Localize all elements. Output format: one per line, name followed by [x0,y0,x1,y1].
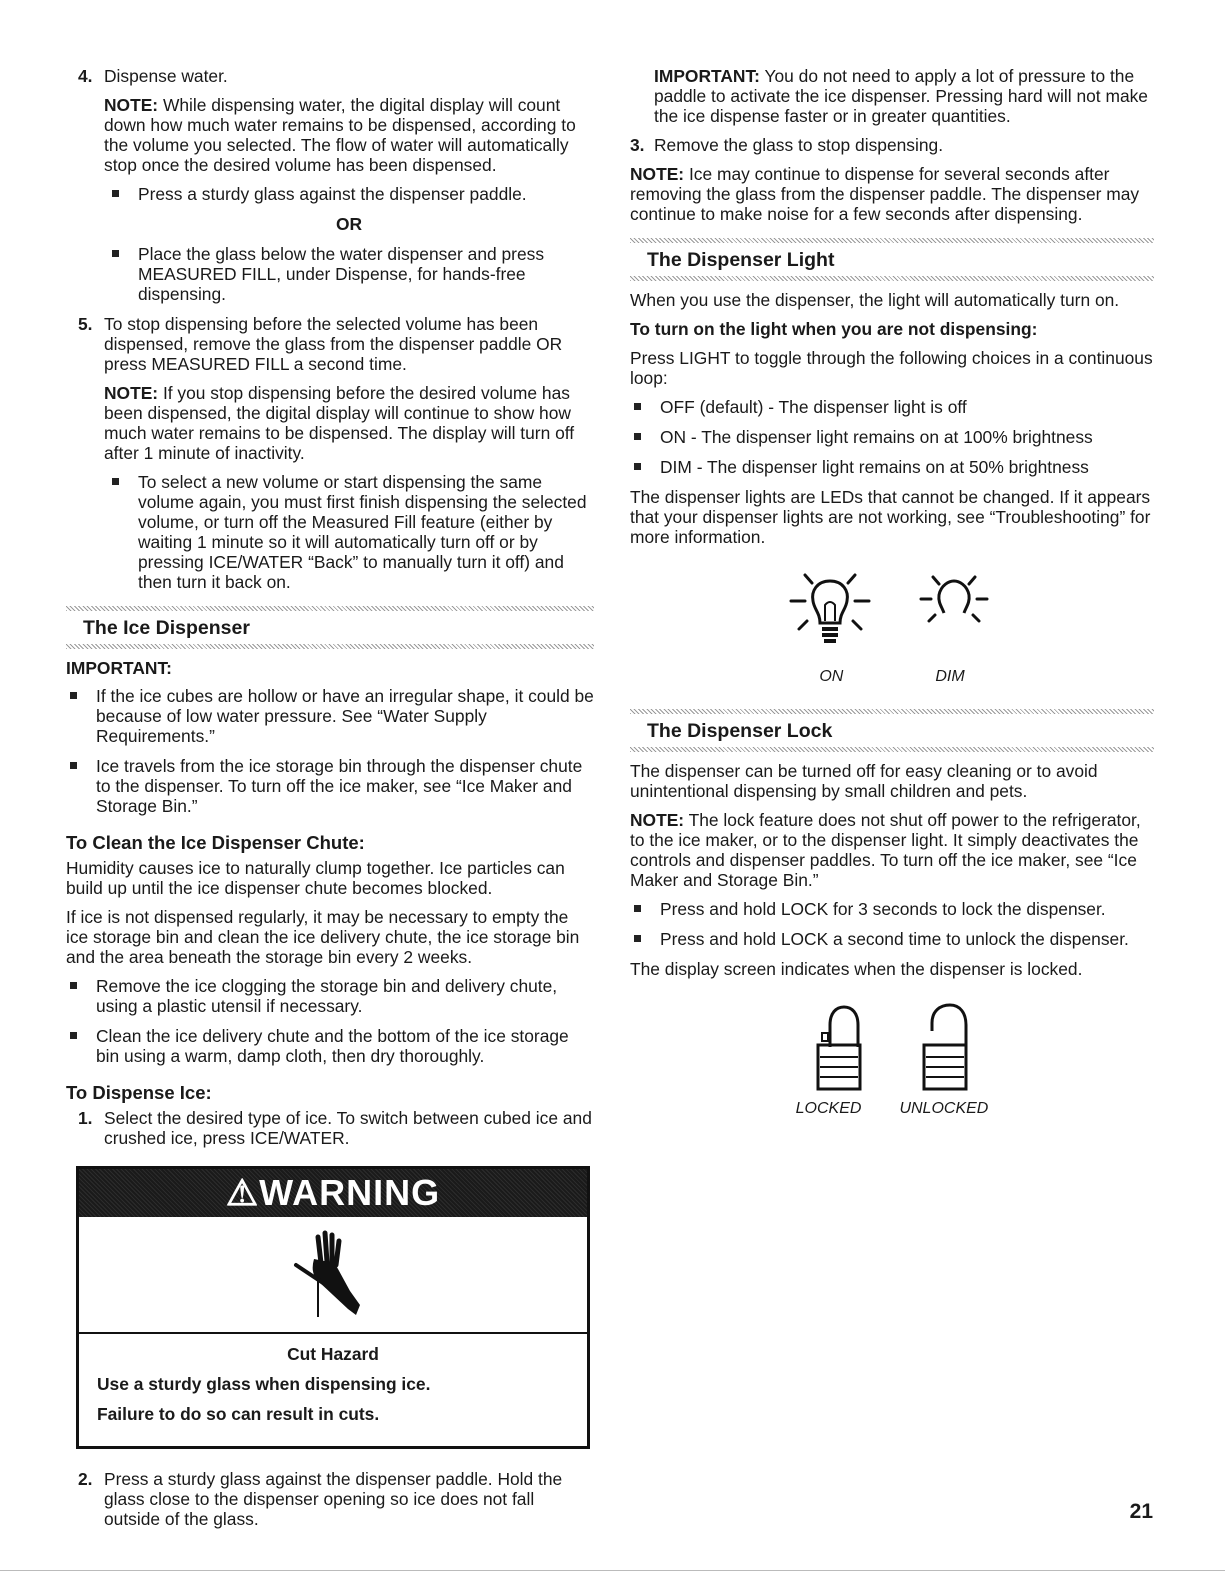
step-2 [66,1469,594,1529]
paragraph: The display screen indicates when the dispenser is locked. [630,959,1083,979]
important-label: IMPORTANT: [66,658,172,678]
note-label: NOTE: [630,164,685,184]
step-number: 1. [78,1108,93,1128]
step-text: Remove the glass to stop dispensing. [654,135,944,155]
note-text: While dispensing water, the digital display will count down how much water remains to be dispensed, according to the volume you selected. The flow of water will automatically stop once the desired volume has been dispensed. [104,95,576,175]
hatched-rule [66,606,594,611]
paragraph: If ice is not dispensed regularly, it may be necessary to empty the ice storage bin and clean the ice delivery chute, the ice storage bin and the area beneath the storage bin every 2 weeks. [66,907,580,967]
bullet-item: If the ice cubes are hollow or have an irregular shape, it could be because of low water pressure. See “Water Supply Requirements.” [66,686,594,746]
note-text: If you stop dispensing before the desired volume has been dispensed, the digital display will continue to show how much water remains to be dispensed. The display will turn off after 1 minute of inactivity. [104,383,575,463]
hand-cut-icon [288,1229,378,1321]
hatched-rule [630,709,1154,714]
note-label: NOTE: [630,810,685,830]
subsection-title: To Dispense Ice: [66,1082,212,1103]
bullet-item: Press and hold LOCK for 3 seconds to lock the dispenser. [630,899,1154,919]
bullet-item: Clean the ice delivery chute and the bottom of the ice storage bin using a warm, damp cloth, then dry thoroughly. [66,1026,594,1066]
hazard-title: Cut Hazard [287,1344,379,1364]
paragraph: When you use the dispenser, the light will automatically turn on. [630,290,1120,310]
note [104,95,594,175]
warning-line: Failure to do so can result in cuts. [97,1404,380,1424]
section-header-ice-dispenser [66,606,594,649]
warning-box [76,1166,590,1449]
paragraph: Humidity causes ice to naturally clump together. Ice particles can build up until the ice dispenser chute becomes blocked. [66,858,565,898]
bullet-item: To select a new volume or start dispensing the same volume again, you must first finish dispensing the selected volume, or turn off the Measured Fill feature (either by waiting 1 minute so it will automatically turn off or by pressing ICE/WATER “Back” to manually turn it off) and then turn it back on. [108,472,594,592]
bullet-item: OFF (default) - The dispenser light is off [630,397,1154,417]
warning-line: Use a sturdy glass when dispensing ice. [97,1374,431,1394]
paragraph: Press LIGHT to toggle through the following choices in a continuous loop: [630,348,1153,388]
light-captions [630,667,1154,687]
note [630,810,1154,890]
section-header-dispenser-light [630,238,1154,281]
right-column [630,66,1154,1119]
caption-locked: LOCKED [795,1100,862,1117]
important-text: You do not need to apply a lot of pressure to the paddle to activate the ice dispenser. Pressing hard will not make the ice dispense faster or in greater quantities. [654,66,1148,126]
lock-captions [630,1099,1154,1119]
note [104,383,594,463]
step-5 [66,314,594,592]
hatched-rule [630,747,1154,752]
caption-on: ON [819,668,844,685]
light-dim-icon [909,569,999,665]
bullet-item: Ice travels from the ice storage bin through the dispenser chute to the dispenser. To turn off the ice maker, see “Ice Maker and Storage Bin.” [66,756,594,816]
bullet-item: Press a sturdy glass against the dispenser paddle. [108,184,594,204]
step-number: 4. [78,66,93,86]
hatched-rule [66,644,594,649]
step-text: Dispense water. [104,66,228,86]
bullet-item: ON - The dispenser light remains on at 100% brightness [630,427,1154,447]
subsection-title: To Clean the Ice Dispenser Chute: [66,832,365,853]
page-number: 21 [1129,1500,1153,1523]
warning-body [79,1334,587,1446]
bullet-item: Remove the ice clogging the storage bin and delivery chute, using a plastic utensil if necessary. [66,976,594,1016]
caption-unlocked: UNLOCKED [899,1100,989,1117]
hatched-rule [630,276,1154,281]
step-4 [66,66,594,304]
important-label: IMPORTANT: [654,66,760,86]
important-note [630,66,1154,126]
step-1 [66,1108,594,1148]
step-number: 5. [78,314,93,334]
hatched-rule [630,238,1154,243]
left-column [66,66,594,1538]
cut-hazard-icon [79,1217,587,1334]
section-title: The Dispenser Light [647,249,835,271]
step-3 [630,135,1154,155]
bullet-item: Place the glass below the water dispenser and press MEASURED FILL, under Dispense, for hands-free dispensing. [108,244,594,304]
or-separator: OR [335,214,363,234]
bullet-item: Press and hold LOCK a second time to unlock the dispenser. [630,929,1154,949]
note-text: Ice may continue to dispense for several seconds after removing the glass from the dispenser paddle. The dispenser may continue to make noise for a few seconds after dispensing. [630,164,1140,224]
note-label: NOTE: [104,383,159,403]
page-bottom-rule [0,1570,1225,1571]
paragraph: The dispenser can be turned off for easy cleaning or to avoid unintentional dispensing by small children and pets. [630,761,1098,801]
locked-icon [804,1001,874,1093]
note [630,164,1154,224]
subheading: To turn on the light when you are not dispensing: [630,319,1038,339]
section-header-dispenser-lock [630,709,1154,752]
lock-icons [630,1001,1154,1093]
note-text: The lock feature does not shut off power to the refrigerator, to the ice maker, or to the dispenser light. It simply deactivates the controls and dispenser paddles. To turn off the ice maker, see “Ice Maker and Storage Bin.” [630,810,1141,890]
step-number: 3. [630,135,645,155]
warning-title: ⚠WARNING [79,1169,587,1217]
step-text: To stop dispensing before the selected volume has been dispensed, remove the glass from the dispenser paddle OR press MEASURED FILL a second time. [104,314,563,374]
bullet-item: DIM - The dispenser light remains on at 50% brightness [630,457,1154,477]
light-on-icon [785,569,875,665]
step-text: Press a sturdy glass against the dispenser paddle. Hold the glass close to the dispenser opening so ice does not fall outside of the glass. [104,1469,563,1529]
caption-dim: DIM [935,668,965,685]
step-number: 2. [78,1469,93,1489]
light-icons [630,569,1154,665]
paragraph: The dispenser lights are LEDs that cannot be changed. If it appears that your dispenser lights are not working, see “Troubleshooting” for more information. [630,487,1151,547]
unlocked-icon [910,1001,980,1093]
step-text: Select the desired type of ice. To switch between cubed ice and crushed ice, press ICE/WATER. [104,1108,592,1148]
section-title: The Dispenser Lock [647,720,833,742]
section-title: The Ice Dispenser [83,617,250,639]
note-label: NOTE: [104,95,159,115]
